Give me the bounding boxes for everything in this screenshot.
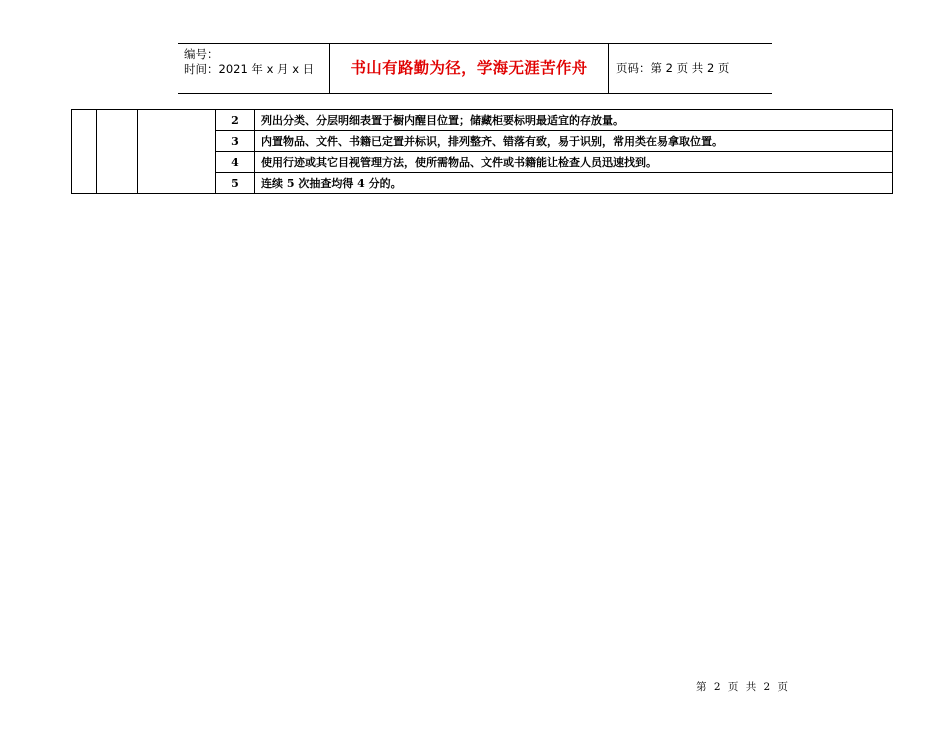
header-meta bbox=[184, 47, 314, 77]
empty-merged-cell bbox=[138, 110, 216, 194]
item-number: 3 bbox=[216, 131, 255, 152]
item-criterion: 内置物品、文件、书籍已定置并标识，排列整齐、错落有致，易于识别，常用类在易拿取位置。 bbox=[255, 131, 893, 152]
document-code-label: 编号： bbox=[184, 47, 219, 61]
item-number: 5 bbox=[216, 173, 255, 194]
item-criterion: 连续 5 次抽查均得 4 分的。 bbox=[255, 173, 893, 194]
empty-merged-cell bbox=[72, 110, 97, 194]
empty-merged-cell bbox=[97, 110, 138, 194]
page-footer: 第 2 页 共 2 页 bbox=[696, 681, 791, 693]
item-number: 4 bbox=[216, 152, 255, 173]
item-criterion: 使用行迹或其它目视管理方法，使所需物品、文件或书籍能让检查人员迅速找到。 bbox=[255, 152, 893, 173]
header-page-info: 页码：第 2 页 共 2 页 bbox=[616, 61, 730, 75]
table-row bbox=[72, 110, 893, 131]
header-motto: 书山有路勤为径，学海无涯苦作舟 bbox=[350, 59, 588, 77]
item-criterion: 列出分类、分层明细表置于橱内醒目位置；储藏柜要标明最适宜的存放量。 bbox=[255, 110, 893, 131]
document-date: 时间：2021 年 x 月 x 日 bbox=[184, 62, 315, 76]
header-divider bbox=[608, 44, 609, 93]
item-number: 2 bbox=[216, 110, 255, 131]
page-header bbox=[178, 43, 772, 94]
criteria-table bbox=[71, 109, 893, 194]
